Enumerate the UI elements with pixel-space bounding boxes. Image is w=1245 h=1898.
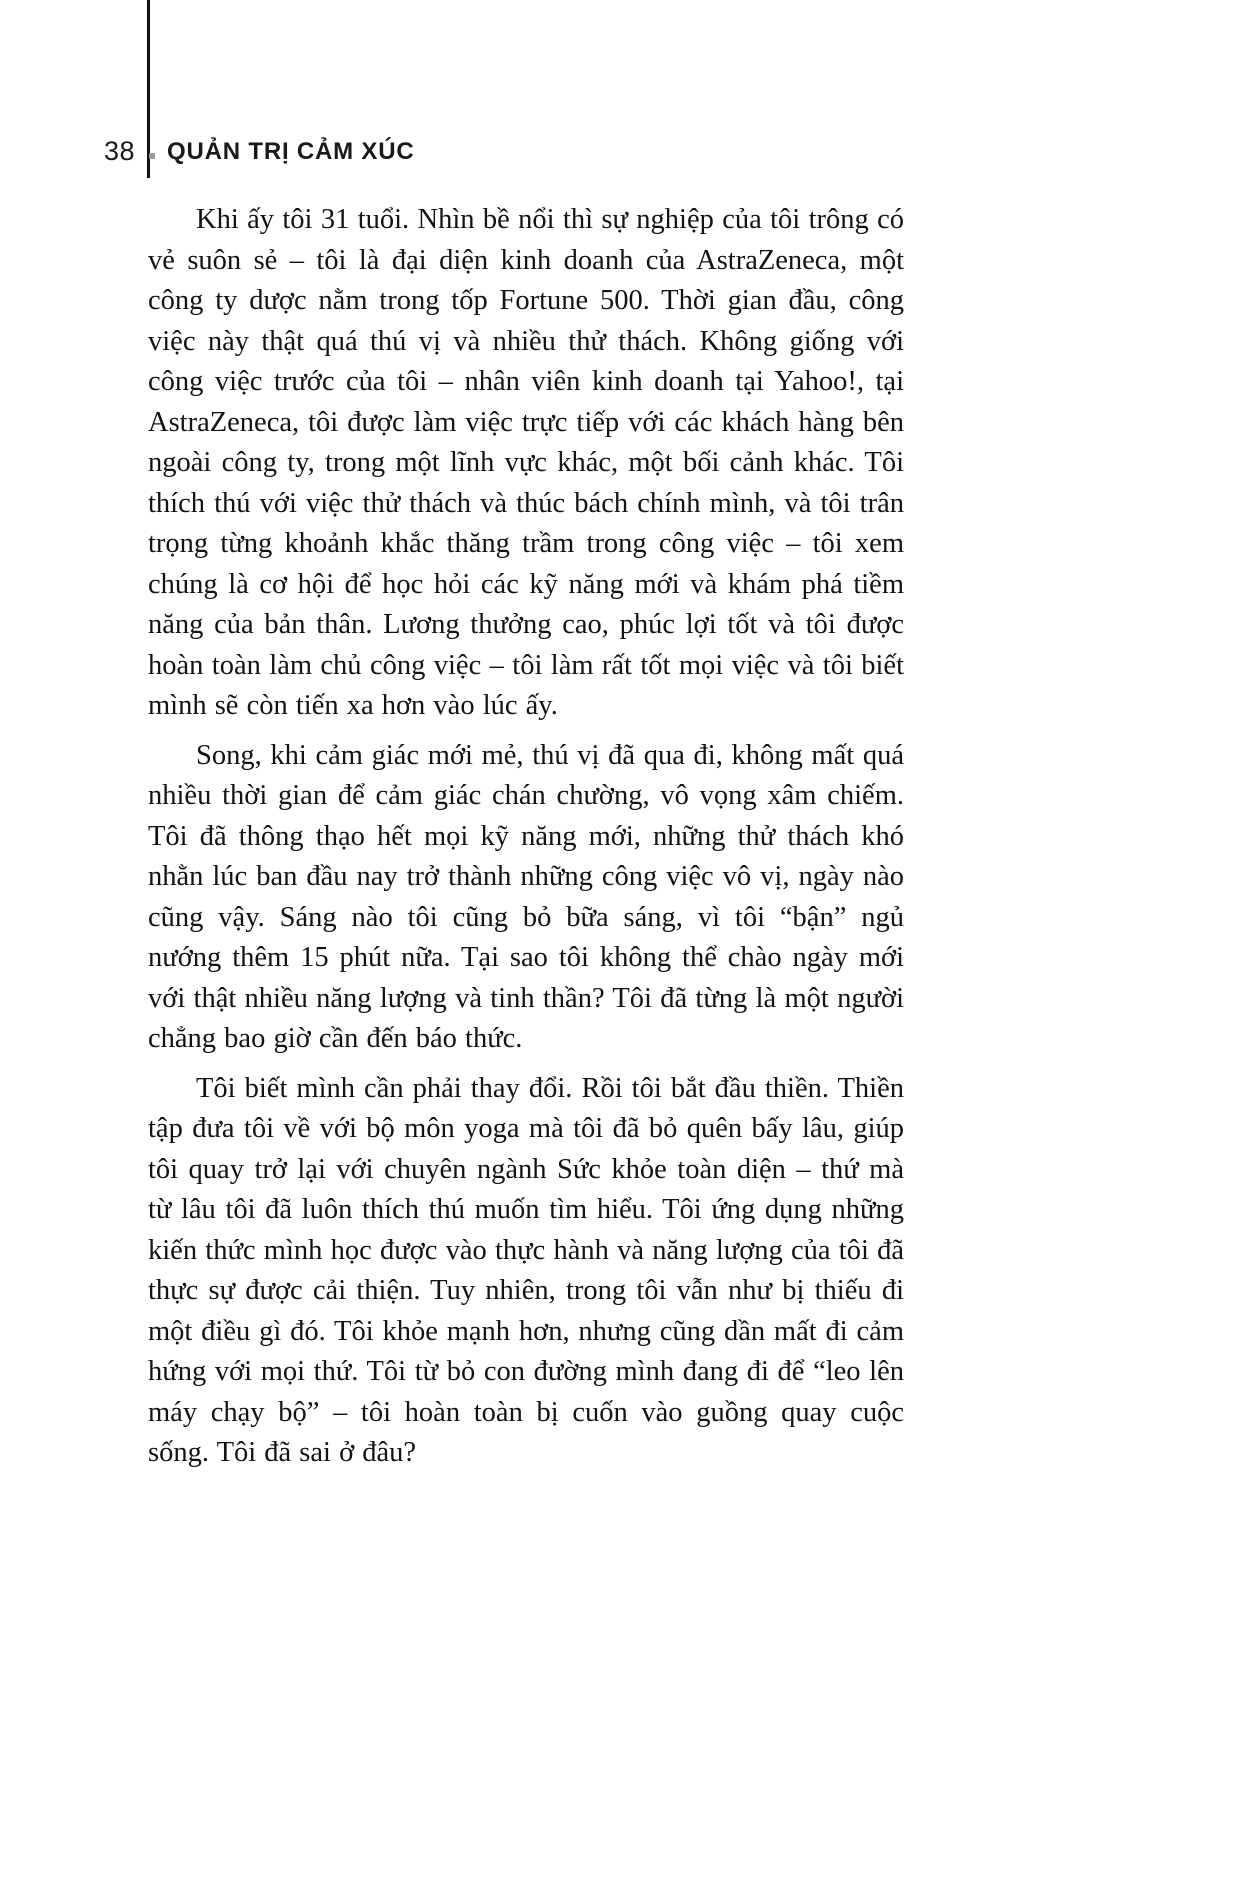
book-title: QUẢN TRỊ CẢM XÚC <box>167 137 415 165</box>
paragraph-1: Khi ấy tôi 31 tuổi. Nhìn bề nổi thì sự nghiệp của tôi trông có vẻ suôn sẻ – tôi là đại diện kinh doanh của AstraZeneca, một công ty dược nằm trong tốp Fortune 500. Thời gian đầu, công việc này thật quá thú vị và nhiều thử thách. Không giống với công việc trước của tôi – nhân viên kinh doanh tại Yahoo!, tại AstraZeneca, tôi được làm việc trực tiếp với các khách hàng bên ngoài công ty, trong một lĩnh vực khác, một bối cảnh khác. Tôi thích thú với việc thử thách và thúc bách chính mình, và tôi trân trọng từng khoảnh khắc thăng trầm trong công việc – tôi xem chúng là cơ hội để học hỏi các kỹ năng mới và khám phá tiềm năng của bản thân. Lương thưởng cao, phúc lợi tốt và tôi được hoàn toàn làm chủ công việc – tôi làm rất tốt mọi việc và tôi biết mình sẽ còn tiến xa hơn vào lúc ấy. <box>148 204 904 721</box>
body-text-block <box>148 200 904 1483</box>
running-header <box>104 136 415 167</box>
header-separator-dot <box>149 153 155 159</box>
paragraph-3: Tôi biết mình cần phải thay đổi. Rồi tôi bắt đầu thiền. Thiền tập đưa tôi về với bộ môn yoga mà tôi đã bỏ quên bấy lâu, giúp tôi quay trở lại với chuyên ngành Sức khỏe toàn diện – thứ mà từ lâu tôi đã luôn thích thú muốn tìm hiểu. Tôi ứng dụng những kiến thức mình học được vào thực hành và năng lượng của tôi đã thực sự được cải thiện. Tuy nhiên, trong tôi vẫn như bị thiếu đi một điều gì đó. Tôi khỏe mạnh hơn, nhưng cũng dần mất đi cảm hứng với mọi thứ. Tôi từ bỏ con đường mình đang đi để “leo lên máy chạy bộ” – tôi hoàn toàn bị cuốn vào guồng quay cuộc sống. Tôi đã sai ở đâu? <box>148 1072 904 1468</box>
paragraph-2: Song, khi cảm giác mới mẻ, thú vị đã qua đi, không mất quá nhiều thời gian để cảm giác chán chường, vô vọng xâm chiếm. Tôi đã thông thạo hết mọi kỹ năng mới, những thử thách khó nhằn lúc ban đầu nay trở thành những công việc vô vị, ngày nào cũng vậy. Sáng nào tôi cũng bỏ bữa sáng, vì tôi “bận” ngủ nướng thêm 15 phút nữa. Tại sao tôi không thể chào ngày mới với thật nhiều năng lượng và tinh thần? Tôi đã từng là một người chẳng bao giờ cần đến báo thức. <box>148 739 904 1054</box>
page-number: 38 <box>104 136 136 166</box>
